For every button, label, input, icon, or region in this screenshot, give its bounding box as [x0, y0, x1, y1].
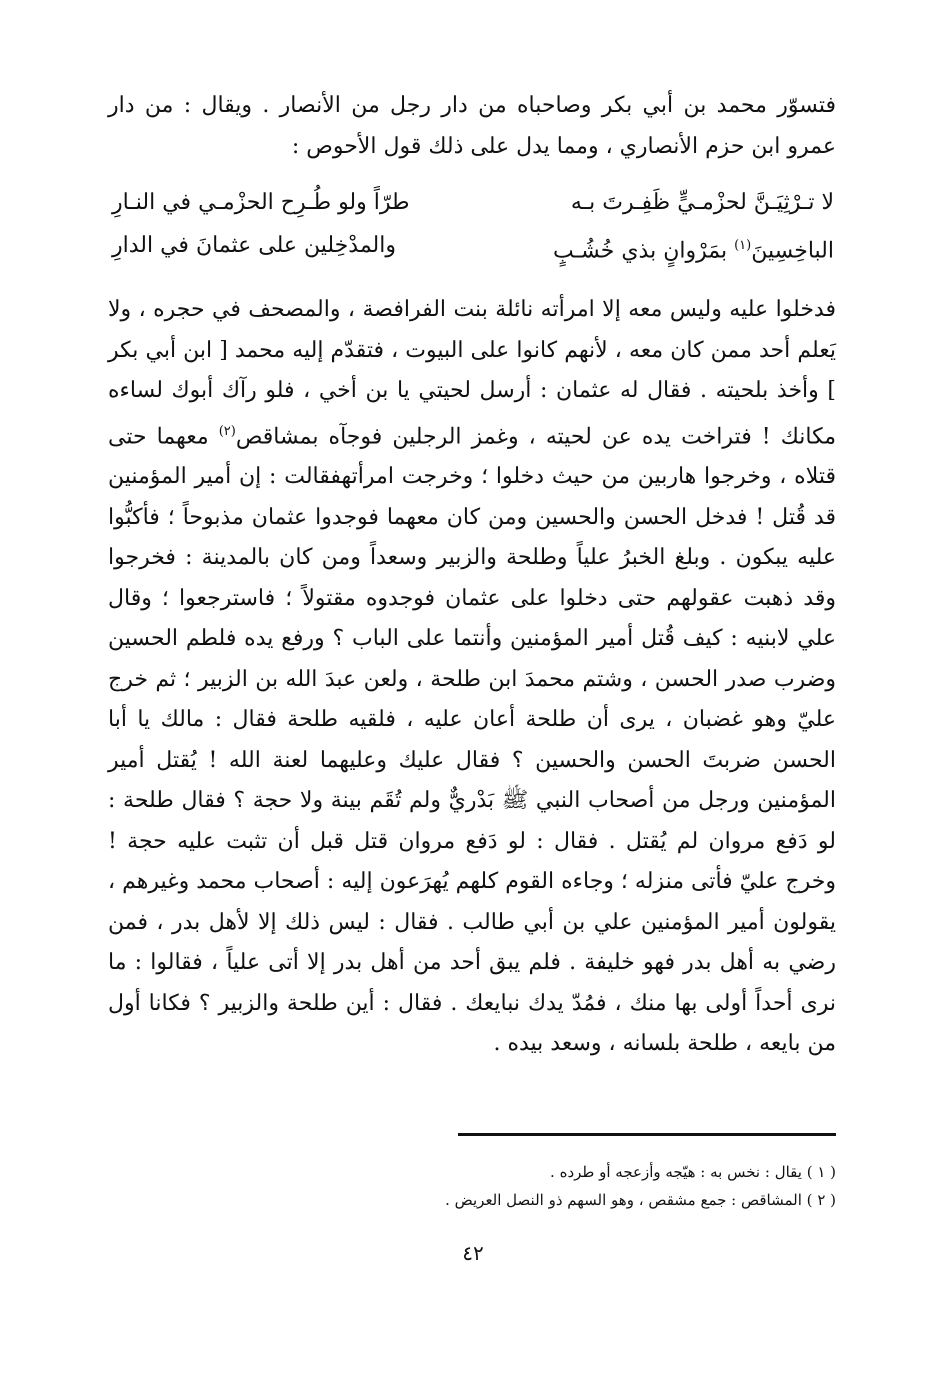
verse-2-first-hemistich	[553, 226, 834, 271]
opening-paragraph-text: فتسوّر محمد بن أبي بكر وصاحباه من دار رجل من الأنصار . ويقال : من دار عمرو ابن حزم الأنصاري ، ومما يدل على ذلك قول الأحوص :	[108, 93, 836, 159]
footnote-marker-1: (١)	[734, 238, 752, 253]
verse-2-first-word: الباخِسِينَ	[751, 238, 834, 264]
poem-verse-2	[112, 226, 834, 271]
main-paragraph	[108, 290, 836, 1065]
verse-1-first-hemistich: لا تـرْثِيَـنَّ لحزْمـيٍّ ظَفِـرتَ بـه	[570, 190, 834, 215]
opening-paragraph	[108, 86, 836, 167]
main-paragraph-part-2: معهما حتى قتلاه ، وخرجوا هاربين من حيث دخلوا ؛ وخرجت امرأتهفقالت : إن أمير المؤمنين قد قُتل ! فدخل الحسن والحسين ومن كان معهما فوجدوا عثمان مذبوحاً ؛ فأكبُّوا عليه يبكون . وبلغ الخبرُ علياً وطلحة والزبير وسعداً ومن كان بالمدينة : فخرجوا وقد ذهبت عقولهم حتى دخلوا على عثمان فوجدوه مقتولاً ؛ فاسترجعوا ؛ وقال علي لابنيه : كيف قُتل أمير المؤمنين وأنتما على الباب ؟ ورفع يده فلطم الحسين وضرب صدر الحسن ، وشتم محمدَ ابن طلحة ، ولعن عبدَ الله بن الزبير ؛ ثم خرج عليّ وهو غضبان ، يرى أن طلحة أعان عليه ، فلقيه طلحة فقال : مالك يا أبا الحسن ضربتَ الحسن والحسين ؟ فقال عليك وعليهما لعنة الله ! يُقتل أمير المؤمنين ورجل من أصحاب النبي ﷺ بَدْريٌّ ولم تُقَم بينة ولا حجة ؟ فقال طلحة : لو دَفع مروان لم يُقتل . فقال : لو دَفع مروان قتل قبل أن تثبت عليه حجة ! وخرج عليّ فأتى منزله ؛ وجاءه القوم كلهم يُهرَعون إليه : أصحاب محمد وغيرهم ، يقولون أمير المؤمنين علي بن أبي طالب . فقال : ليس ذلك إلا لأهل بدر ، فمن رضي به أهل بدر فهو خليفة . فلم يبق أحد من أهل بدر إلا أتى علياً ، فقالوا : ما نرى أحداً أولى بها منك ، فمُدّ يدك نبايعك . فقال : أين طلحة والزبير ؟ فكانا أول من بايعه ، طلحة بلسانه ، وسعد بيده .	[108, 423, 837, 1057]
main-paragraph-part-1: فدخلوا عليه وليس معه إلا امرأته نائلة بنت الفرافصة ، والمصحف في حجره ، ولا يَعلم أحد ممن كان معه ، لأنهم كانوا على البيوت ، فتقدّم إليه محمد [ ابن أبي بكر ] وأخذ بلحيته . فقال له عثمان : أرسل لحيتي يا بن أخي ، فلو رآك أبوك لساءه مكانك ! فتراخت يده عن لحيته ، وغمز الرجلين فوجآه بمشاقص	[108, 297, 836, 449]
page-number: ٤٢	[462, 1241, 484, 1265]
footnotes	[300, 1158, 836, 1214]
footnote-1: ( ١ ) يقال : نخس به : هيّجه وأزعجه أو طرده .	[550, 1163, 836, 1181]
main-paragraph-text	[108, 290, 836, 1065]
verse-1-second-hemistich: طرّاً ولو طُـرِح الحزْمـي في النـارِ	[112, 190, 410, 215]
footnote-divider	[458, 1133, 836, 1136]
poem-verse-1	[112, 183, 834, 223]
footnote-marker-2: (٢)	[218, 423, 236, 439]
footnote-2: ( ٢ ) المشاقص : جمع مشقص ، وهو السهم ذو النصل العريض .	[445, 1191, 836, 1209]
verse-2-second-hemistich: والمدْخِلين على عثمانَ في الدارِ	[112, 233, 396, 258]
verse-2-first-rest: بمَرْوانٍ بذي خُشُـبٍ	[553, 238, 728, 264]
